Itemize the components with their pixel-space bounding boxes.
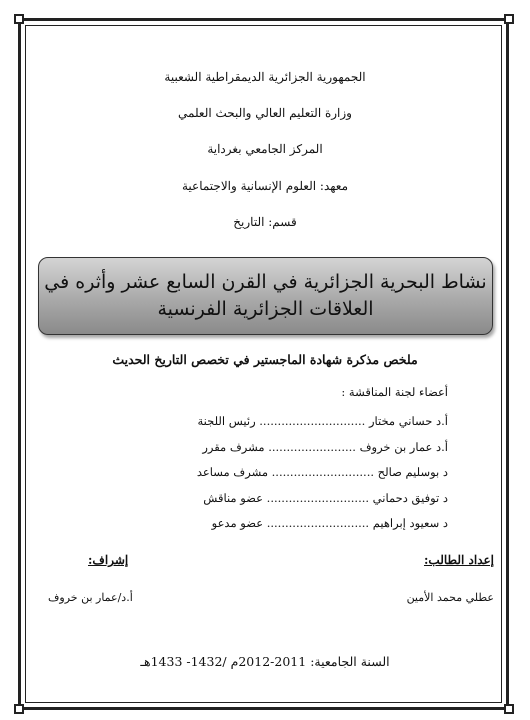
student-label: إعداد الطالب: <box>423 553 494 567</box>
border-corner-ornament <box>14 14 24 24</box>
institute-name: معهد: العلوم الإنسانية والاجتماعية <box>181 179 348 193</box>
committee-member: د سعيود إبراهيم ............................ عضو مدعو <box>211 516 448 530</box>
thesis-subject: ملخص مذكرة شهادة الماجستير في تخصص التاريخ الحديث <box>112 352 418 367</box>
department-name: قسم: التاريخ <box>233 215 297 229</box>
border-corner-ornament <box>504 704 514 714</box>
committee-member: د توفيق دحماني ............................ عضو مناقش <box>203 491 448 505</box>
border-corner-ornament <box>14 704 24 714</box>
thesis-title-box <box>38 257 493 335</box>
committee-member: د بوسليم صالح ............................ مشرف مساعد <box>196 465 448 479</box>
academic-year: السنة الجامعية: 2011-2012م /1432- 1433هـ <box>140 654 390 669</box>
student-name: عطلي محمد الأمين <box>406 591 494 604</box>
ministry-name: وزارة التعليم العالي والبحث العلمي <box>178 106 352 120</box>
committee-member: أ.د عمار بن خروف ........................ مشرف مقرر <box>202 440 448 454</box>
supervisor-name: أ.د/عمار بن خروف <box>48 591 133 604</box>
committee-heading: أعضاء لجنة المناقشة : <box>341 385 448 399</box>
thesis-title-line1: نشاط البحرية الجزائرية في القرن السابع عشر وأثره في <box>44 271 487 293</box>
republic-name: الجمهورية الجزائرية الديمقراطية الشعبية <box>164 70 366 84</box>
thesis-title-line2: العلاقات الجزائرية الفرنسية <box>157 298 374 320</box>
center-name: المركز الجامعي بغرداية <box>207 142 323 156</box>
border-corner-ornament <box>504 14 514 24</box>
committee-member: أ.د حساني مختار ............................. رئيس اللجنة <box>197 414 448 428</box>
supervisor-label: إشراف: <box>88 553 129 567</box>
